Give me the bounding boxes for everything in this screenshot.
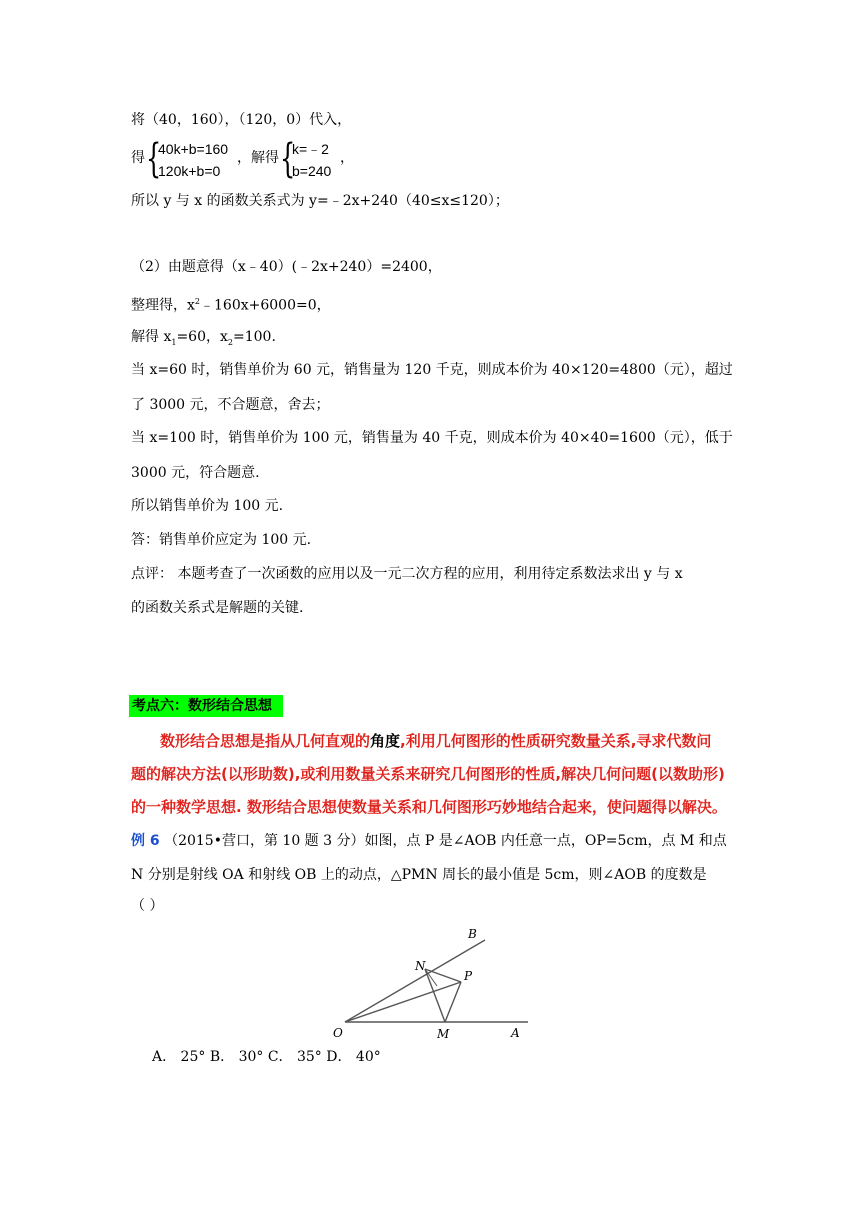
- label-n: N: [415, 959, 426, 973]
- brace-icon: {: [280, 136, 296, 182]
- comment-line: 的函数关系式是解题的关键.: [131, 600, 304, 616]
- equation: 120k+b=0: [158, 163, 221, 179]
- black-text: 角度: [370, 732, 401, 750]
- paragraph-line: 的一种数学思想. 数形结合思想使数量关系和几何图形巧妙地结合起来，使问题得以解决。: [131, 798, 727, 816]
- text-line: 了 3000 元，不合题意，舍去；: [131, 397, 330, 413]
- text-line: 答：销售单价应定为 100 元.: [131, 532, 312, 548]
- equation: k=﹣2: [292, 141, 329, 157]
- text-fragment: =100.: [233, 329, 276, 345]
- text-fragment: （2015•营口，第 10 题 3 分）如图，点 P 是∠AOB 内任意一点，OP=5cm，点 M 和点: [164, 833, 727, 849]
- example-line: [131, 831, 727, 851]
- text-line: 将（40，160），（120，0）代入，: [131, 112, 352, 128]
- label-m: M: [437, 1027, 450, 1041]
- segment-np: [425, 969, 461, 982]
- label-p: P: [464, 969, 473, 983]
- example-line: （ ）: [131, 898, 164, 914]
- text-fragment: 解得 x: [131, 329, 172, 345]
- comment-line: 点评： 本题考查了一次函数的应用以及一元二次方程的应用，利用待定系数法求出 y 与 x: [131, 566, 683, 582]
- text-fragment: ，解得: [237, 150, 279, 166]
- paragraph-line: 题的解决方法(以形助数),或利用数量关系来研究几何图形的性质,解决几何问题(以数助形): [131, 765, 725, 783]
- red-text: ,利用几何图形的性质研究数量关系,寻求代数问: [400, 732, 712, 750]
- example-label: 例 6: [131, 833, 160, 849]
- text-line: 3000 元，符合题意.: [131, 465, 260, 481]
- text-fragment: ，: [340, 150, 354, 166]
- subscript: 1: [171, 337, 177, 347]
- text-fragment: 整理得，x: [131, 297, 195, 314]
- label-o: O: [333, 1026, 343, 1040]
- answer-options: A． 25° B． 30° C． 35° D． 40°: [152, 1049, 381, 1065]
- example-line: N 分别是射线 OA 和射线 OB 上的动点，△PMN 周长的最小值是 5cm，则∠AOB 的度数是: [131, 867, 707, 883]
- text-line: [131, 327, 276, 353]
- label-a: A: [511, 1026, 520, 1040]
- geometry-figure: [325, 922, 540, 1042]
- text-line: 所以销售单价为 100 元.: [131, 498, 284, 514]
- label-b: B: [468, 927, 477, 941]
- text-line: 当 x=60 时，销售单价为 60 元，销售量为 120 千克，则成本价为 40×120=4800（元），超过: [131, 362, 733, 378]
- figure-lines: [345, 940, 528, 1022]
- brace-icon: {: [146, 136, 162, 182]
- equation: 40k+b=160: [158, 141, 229, 157]
- subscript: 2: [227, 337, 233, 347]
- text-fragment: ﹣160x+6000=0，: [200, 297, 331, 314]
- segment-pm: [445, 982, 461, 1022]
- text-line: [131, 292, 331, 316]
- equation: b=240: [292, 163, 332, 179]
- segment-nm: [425, 969, 445, 1022]
- text-line: 当 x=100 时，销售单价为 100 元，销售量为 40 千克，则成本价为 40×40=1600（元），低于: [131, 430, 733, 446]
- superscript: 2: [194, 297, 200, 306]
- text-line: 所以 y 与 x 的函数关系式为 y=﹣2x+240（40≤x≤120）；: [131, 193, 509, 209]
- text-line: （2）由题意得（x﹣40）(﹣2x+240）=2400，: [131, 259, 442, 275]
- red-text: 数形结合思想是指从几何直观的: [160, 732, 371, 750]
- text-fragment: =60，x: [176, 329, 228, 345]
- paragraph-line: [160, 731, 711, 751]
- text-line: 得: [131, 150, 145, 166]
- section-title: 考点六：数形结合思想: [129, 695, 283, 717]
